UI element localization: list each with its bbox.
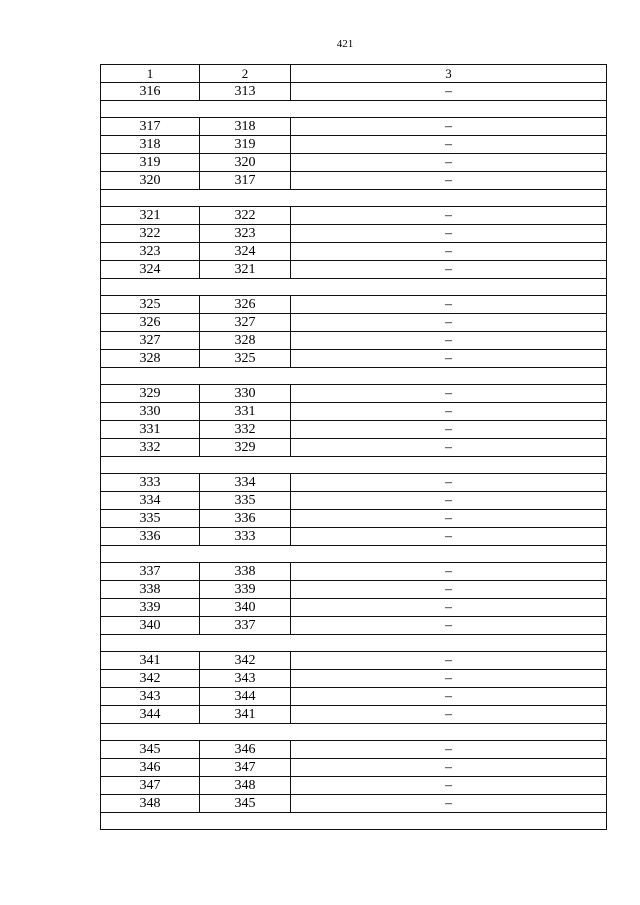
table-row — [101, 777, 607, 795]
table-cell-col3: – — [291, 207, 607, 225]
table-cell-col3: – — [291, 332, 607, 350]
separator-cell — [101, 279, 607, 296]
table-cell-col1: 332 — [101, 439, 200, 457]
separator-cell — [101, 457, 607, 474]
table-cell-col2: 326 — [200, 296, 291, 314]
table-row — [101, 385, 607, 403]
separator-cell — [101, 190, 607, 207]
page-number: 421 — [336, 38, 354, 50]
table-cell-col1: 343 — [101, 688, 200, 706]
table-cell-col3: – — [291, 474, 607, 492]
table-row — [101, 136, 607, 154]
table-cell-col1: 320 — [101, 172, 200, 190]
table-row — [101, 314, 607, 332]
table-cell-col1: 347 — [101, 777, 200, 795]
table-row — [101, 296, 607, 314]
table-cell-col3: – — [291, 741, 607, 759]
table-cell-col3: – — [291, 350, 607, 368]
table-cell-col1: 334 — [101, 492, 200, 510]
table-cell-col2: 347 — [200, 759, 291, 777]
separator-cell — [101, 635, 607, 652]
table-cell-col1: 325 — [101, 296, 200, 314]
table-cell-col2: 323 — [200, 225, 291, 243]
table-cell-col2: 338 — [200, 563, 291, 581]
table-cell-col3: – — [291, 403, 607, 421]
table-cell-col3: – — [291, 314, 607, 332]
table-row — [101, 617, 607, 635]
separator-row — [101, 190, 607, 207]
table-cell-col1: 331 — [101, 421, 200, 439]
table-cell-col2: 324 — [200, 243, 291, 261]
table-cell-col2: 346 — [200, 741, 291, 759]
table-cell-col3: – — [291, 118, 607, 136]
table-cell-col3: – — [291, 492, 607, 510]
table-cell-col2: 319 — [200, 136, 291, 154]
separator-row — [101, 546, 607, 563]
table-cell-col1: 330 — [101, 403, 200, 421]
table-row — [101, 759, 607, 777]
table-cell-col2: 333 — [200, 528, 291, 546]
table-cell-col3: – — [291, 421, 607, 439]
table-cell-col1: 327 — [101, 332, 200, 350]
table-cell-col1: 322 — [101, 225, 200, 243]
table-cell-col2: 331 — [200, 403, 291, 421]
table-cell-col2: 322 — [200, 207, 291, 225]
separator-row — [101, 724, 607, 741]
table-row — [101, 795, 607, 813]
table-cell-col1: 344 — [101, 706, 200, 724]
table-row — [101, 688, 607, 706]
table-cell-col1: 348 — [101, 795, 200, 813]
table-cell-col1: 336 — [101, 528, 200, 546]
table-row — [101, 492, 607, 510]
table-cell-col2: 341 — [200, 706, 291, 724]
header-cell-2: 2 — [200, 65, 291, 83]
table-cell-col3: – — [291, 261, 607, 279]
table-row — [101, 350, 607, 368]
table-row — [101, 599, 607, 617]
header-cell-3: 3 — [291, 65, 607, 83]
separator-row — [101, 101, 607, 118]
table-cell-col3: – — [291, 652, 607, 670]
separator-cell — [101, 813, 607, 830]
table-cell-col3: – — [291, 172, 607, 190]
table-cell-col2: 336 — [200, 510, 291, 528]
table-row — [101, 581, 607, 599]
table-cell-col1: 337 — [101, 563, 200, 581]
table-cell-col2: 335 — [200, 492, 291, 510]
table-cell-col1: 324 — [101, 261, 200, 279]
table-cell-col2: 345 — [200, 795, 291, 813]
table-cell-col1: 339 — [101, 599, 200, 617]
table-cell-col3: – — [291, 599, 607, 617]
table-cell-col1: 341 — [101, 652, 200, 670]
table-cell-col1: 345 — [101, 741, 200, 759]
table-body — [101, 65, 607, 830]
table-cell-col2: 340 — [200, 599, 291, 617]
table-row — [101, 332, 607, 350]
separator-row — [101, 279, 607, 296]
table-row — [101, 706, 607, 724]
table-cell-col3: – — [291, 563, 607, 581]
table-row — [101, 83, 607, 101]
separator-row — [101, 635, 607, 652]
table-row — [101, 207, 607, 225]
table-cell-col2: 348 — [200, 777, 291, 795]
table-cell-col2: 318 — [200, 118, 291, 136]
table-cell-col1: 328 — [101, 350, 200, 368]
header-cell-1: 1 — [101, 65, 200, 83]
table-cell-col3: – — [291, 670, 607, 688]
table-cell-col3: – — [291, 225, 607, 243]
table-row — [101, 563, 607, 581]
table-cell-col2: 317 — [200, 172, 291, 190]
table-cell-col1: 335 — [101, 510, 200, 528]
table-header-row — [101, 65, 607, 83]
table-row — [101, 474, 607, 492]
table-row — [101, 172, 607, 190]
table-row — [101, 670, 607, 688]
table-cell-col2: 321 — [200, 261, 291, 279]
table-cell-col1: 346 — [101, 759, 200, 777]
table-row — [101, 741, 607, 759]
table-row — [101, 528, 607, 546]
table-cell-col3: – — [291, 706, 607, 724]
table-row — [101, 243, 607, 261]
table-cell-col2: 330 — [200, 385, 291, 403]
table-cell-col1: 340 — [101, 617, 200, 635]
table-cell-col2: 344 — [200, 688, 291, 706]
table-cell-col2: 339 — [200, 581, 291, 599]
separator-row — [101, 813, 607, 830]
separator-cell — [101, 368, 607, 385]
table-cell-col1: 342 — [101, 670, 200, 688]
table-cell-col2: 327 — [200, 314, 291, 332]
table-row — [101, 154, 607, 172]
table-cell-col1: 316 — [101, 83, 200, 101]
table-row — [101, 225, 607, 243]
separator-cell — [101, 546, 607, 563]
table-cell-col2: 313 — [200, 83, 291, 101]
table-cell-col2: 328 — [200, 332, 291, 350]
data-table — [100, 64, 607, 830]
table-cell-col2: 329 — [200, 439, 291, 457]
table-cell-col2: 320 — [200, 154, 291, 172]
table-cell-col3: – — [291, 581, 607, 599]
table-cell-col1: 323 — [101, 243, 200, 261]
table-cell-col3: – — [291, 510, 607, 528]
table-row — [101, 118, 607, 136]
table-cell-col3: – — [291, 296, 607, 314]
table-cell-col2: 334 — [200, 474, 291, 492]
table-row — [101, 652, 607, 670]
table-row — [101, 439, 607, 457]
table-cell-col1: 338 — [101, 581, 200, 599]
table-cell-col3: – — [291, 154, 607, 172]
table-row — [101, 510, 607, 528]
table-cell-col2: 343 — [200, 670, 291, 688]
table-cell-col3: – — [291, 777, 607, 795]
separator-cell — [101, 724, 607, 741]
table-cell-col1: 318 — [101, 136, 200, 154]
table-cell-col1: 317 — [101, 118, 200, 136]
table-cell-col1: 321 — [101, 207, 200, 225]
table-cell-col3: – — [291, 795, 607, 813]
table-row — [101, 403, 607, 421]
table-cell-col3: – — [291, 528, 607, 546]
table-cell-col1: 326 — [101, 314, 200, 332]
table-cell-col2: 325 — [200, 350, 291, 368]
table-cell-col1: 329 — [101, 385, 200, 403]
table-cell-col2: 337 — [200, 617, 291, 635]
separator-cell — [101, 101, 607, 118]
table-cell-col3: – — [291, 243, 607, 261]
table-cell-col2: 332 — [200, 421, 291, 439]
table-cell-col3: – — [291, 439, 607, 457]
table-row — [101, 421, 607, 439]
table-row — [101, 261, 607, 279]
table-cell-col3: – — [291, 83, 607, 101]
table-cell-col3: – — [291, 136, 607, 154]
table-cell-col3: – — [291, 385, 607, 403]
table-cell-col1: 333 — [101, 474, 200, 492]
table-cell-col2: 342 — [200, 652, 291, 670]
table-cell-col1: 319 — [101, 154, 200, 172]
separator-row — [101, 457, 607, 474]
table-cell-col3: – — [291, 617, 607, 635]
table-cell-col3: – — [291, 688, 607, 706]
separator-row — [101, 368, 607, 385]
table-cell-col3: – — [291, 759, 607, 777]
